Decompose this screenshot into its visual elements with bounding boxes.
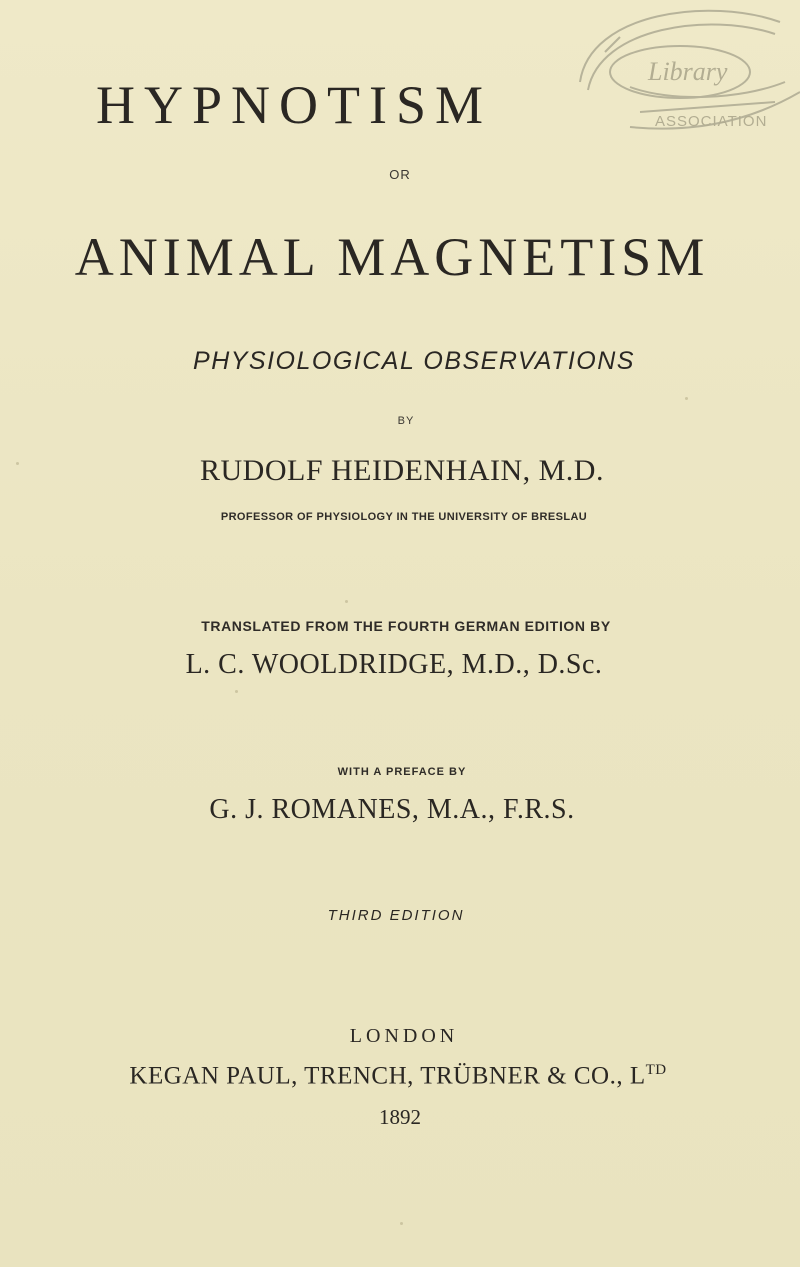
book-subtitle: PHYSIOLOGICAL OBSERVATIONS (193, 347, 635, 375)
library-stamp-icon (560, 0, 800, 172)
edition-label: THIRD EDITION (327, 907, 465, 924)
paper-speck (235, 690, 238, 693)
publisher-name (0, 1062, 798, 1090)
book-alt-title: ANIMAL MAGNETISM (74, 227, 710, 287)
publisher-city: LONDON (349, 1025, 459, 1047)
publisher-main: KEGAN PAUL, TRENCH, TRÜBNER & CO., L (129, 1062, 646, 1090)
title-conjunction: OR (389, 167, 411, 182)
book-title: HYPNOTISM (96, 75, 493, 135)
translator-name: L. C. WOOLDRIDGE, M.D., D.Sc. (185, 649, 603, 680)
paper-speck (345, 600, 348, 603)
preface-note: WITH A PREFACE BY (337, 766, 467, 778)
svg-text:Library: Library (648, 57, 728, 86)
paper-speck (685, 397, 688, 400)
paper-speck (16, 462, 19, 465)
svg-text:ASSOCIATION: ASSOCIATION (655, 113, 768, 130)
publication-year: 1892 (379, 1105, 421, 1129)
preface-author: G. J. ROMANES, M.A., F.R.S. (209, 794, 575, 825)
paper-speck (400, 1222, 403, 1225)
author-name: RUDOLF HEIDENHAIN, M.D. (200, 454, 604, 487)
author-position: PROFESSOR OF PHYSIOLOGY IN THE UNIVERSITY OF BRESLAU (220, 511, 588, 523)
by-label: BY (397, 415, 415, 427)
publisher-suffix: TD (645, 1062, 667, 1078)
translation-note: TRANSLATED FROM THE FOURTH GERMAN EDITION BY (201, 618, 611, 634)
